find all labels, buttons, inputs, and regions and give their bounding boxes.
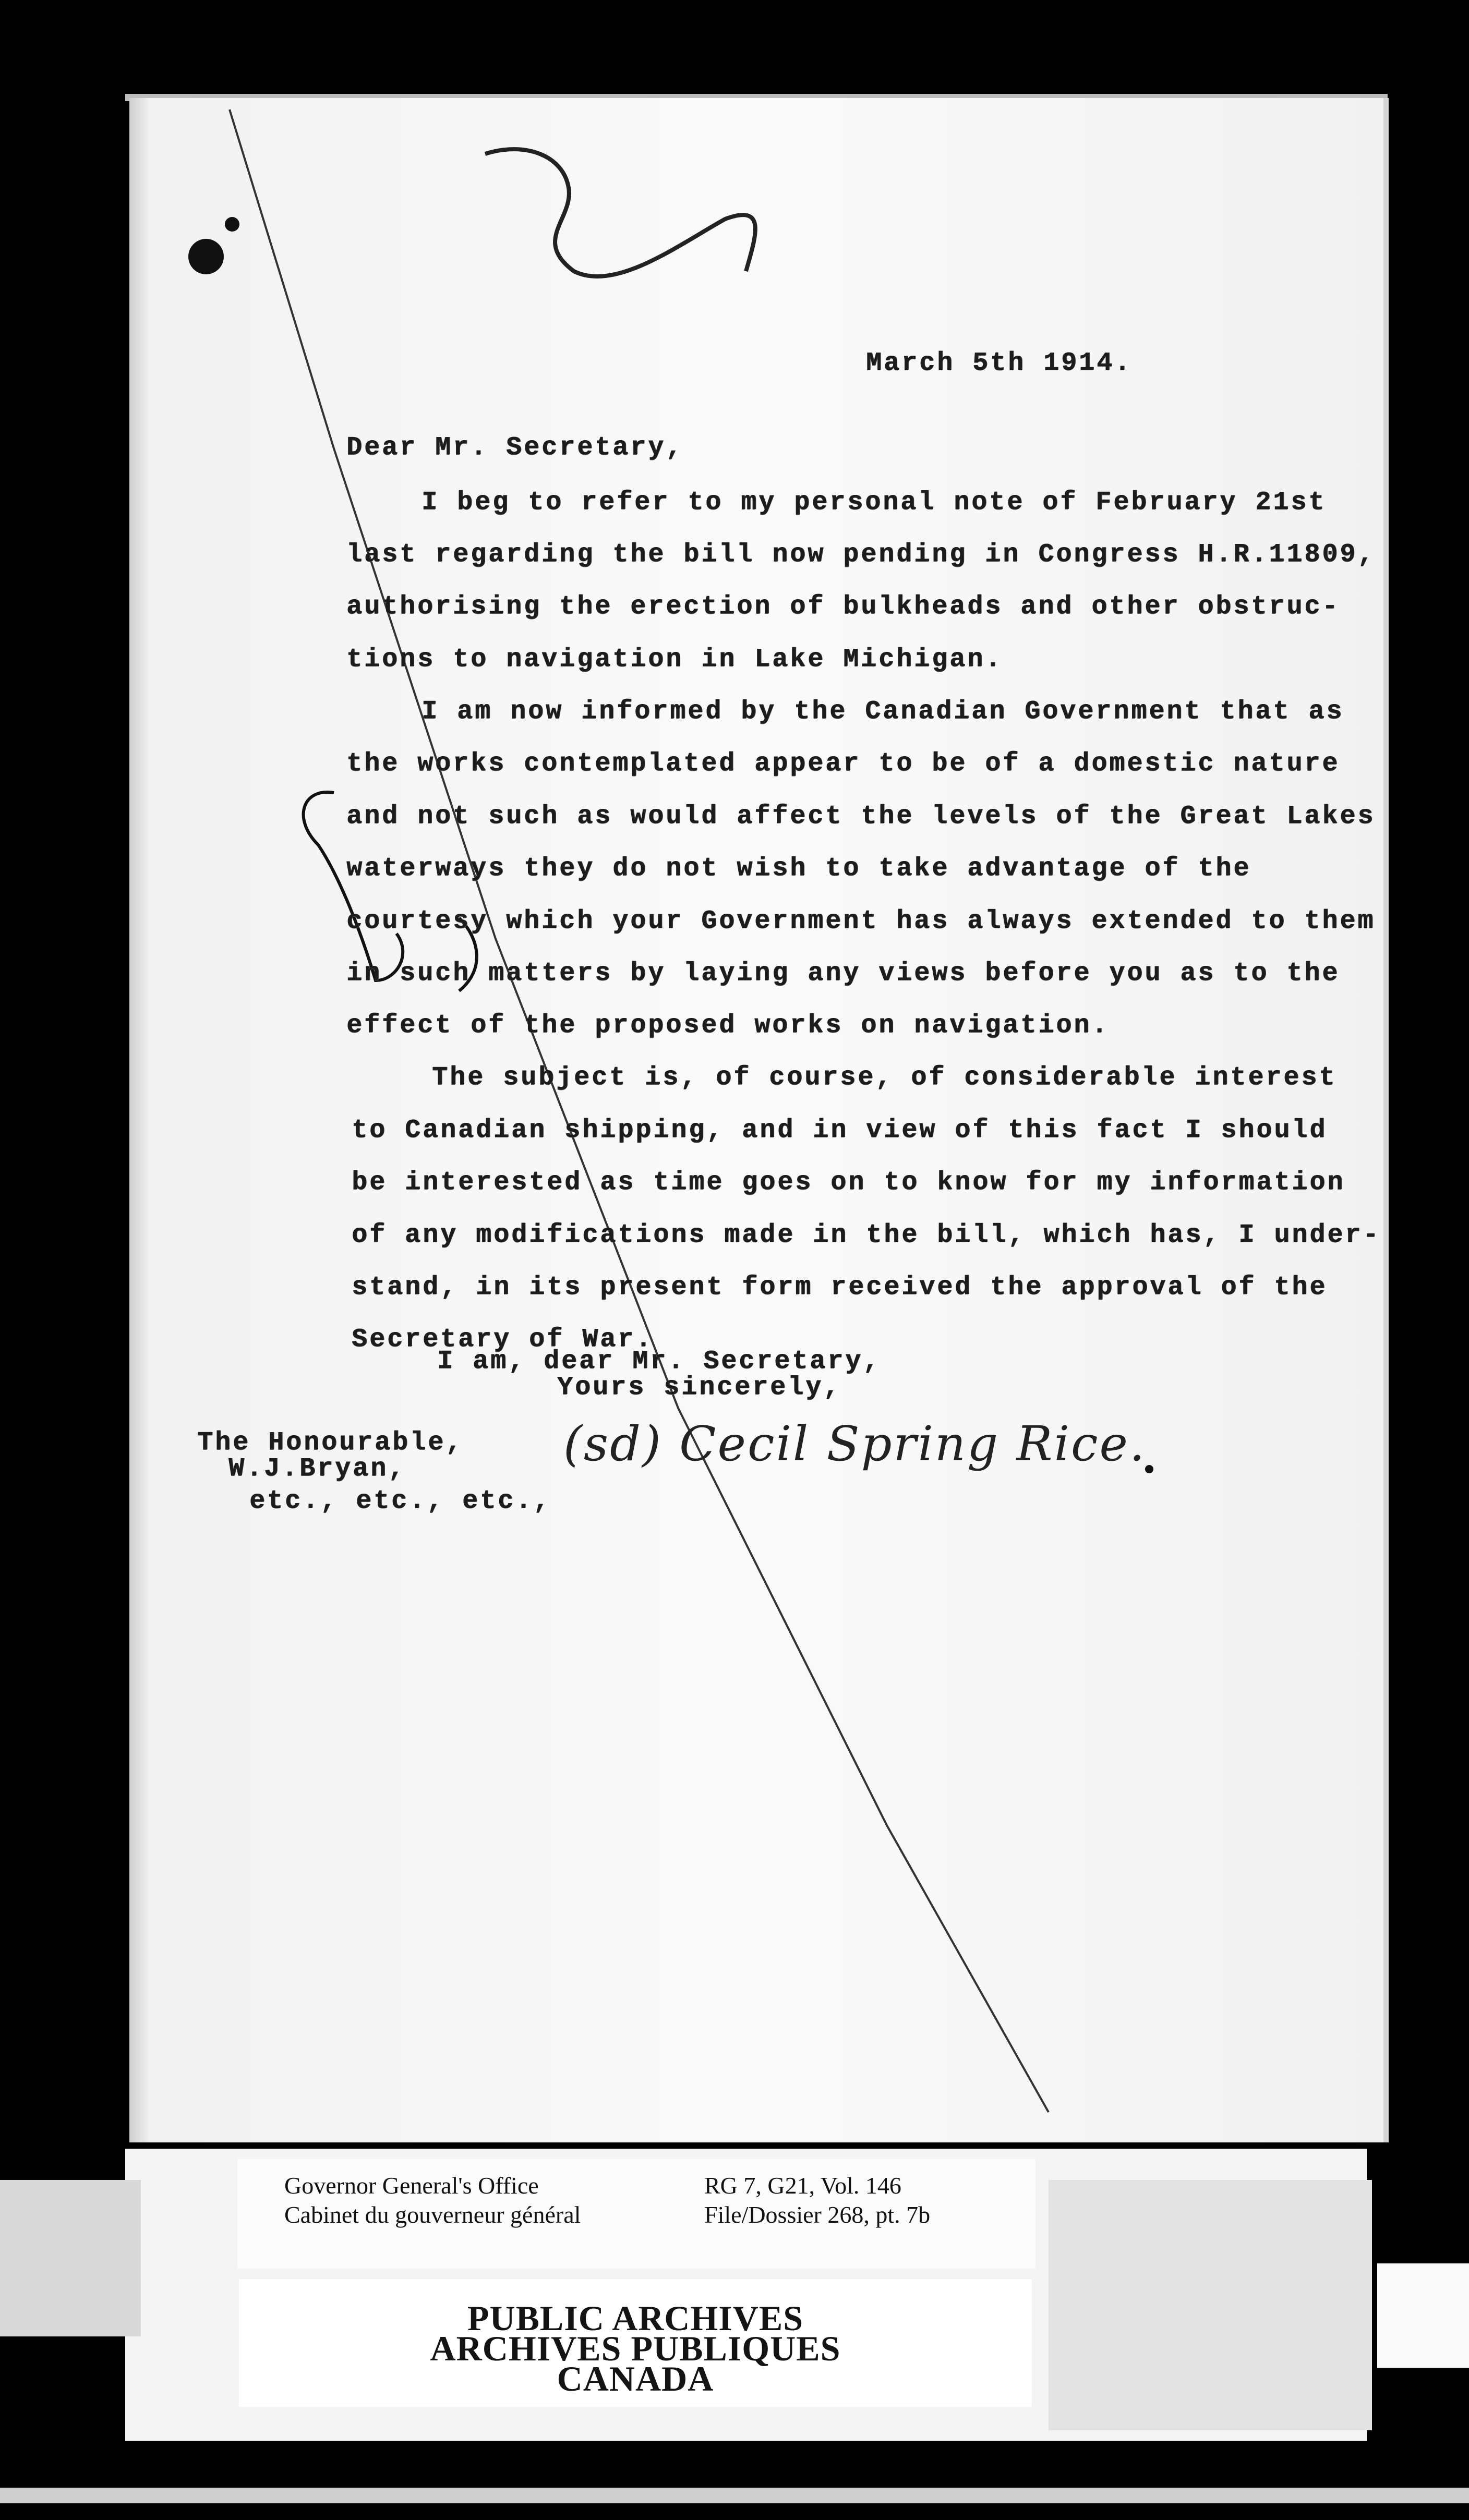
paragraph1-line: last regarding the bill now pending in Congress H.R.11809,: [346, 540, 1376, 570]
punch-hole-small: [225, 217, 239, 232]
closing-line: I am, dear Mr. Secretary,: [437, 1347, 881, 1376]
paragraph2-line: I am now informed by the Canadian Government that as: [422, 697, 1344, 726]
addressee-line: etc., etc., etc.,: [249, 1486, 551, 1516]
stamp-line-1: PUBLIC ARCHIVES: [467, 2298, 804, 2338]
paragraph1-line: I beg to refer to my personal note of February 21st: [422, 488, 1327, 517]
stray-dot: [1145, 1465, 1153, 1473]
paragraph2-line: courtesy which your Government has always extended to them: [346, 906, 1376, 936]
paragraph3-line: be interested as time goes on to know for my information: [352, 1168, 1345, 1197]
record-group-reference: RG 7, G21, Vol. 146: [704, 2172, 901, 2199]
diagonal-pencil-line: [230, 110, 1049, 2112]
paragraph2-line: in such matters by laying any views before you as to the: [346, 959, 1340, 988]
paragraph1-line: authorising the erection of bulkheads and other obstruc-: [346, 592, 1340, 622]
paragraph1-line: tions to navigation in Lake Michigan.: [346, 645, 1003, 674]
paragraph3-line: Secretary of War.: [352, 1325, 654, 1354]
paragraph2-line: waterways they do not wish to take advantage of the: [346, 854, 1251, 883]
paragraph3-line: stand, in its present form received the approval of the: [352, 1273, 1328, 1302]
archive-reference-card: [237, 2159, 1035, 2269]
stamp-line-3: CANADA: [557, 2359, 714, 2398]
punch-hole: [188, 239, 224, 274]
addressee-line: W.J.Bryan,: [228, 1454, 406, 1484]
office-english: Governor General's Office: [284, 2172, 539, 2199]
stamp-line-2: ARCHIVES PUBLIQUES: [430, 2329, 841, 2368]
office-french: Cabinet du gouverneur général: [284, 2201, 581, 2228]
paragraph3-line: of any modifications made in the bill, which has, I under-: [352, 1220, 1381, 1250]
string-scribble: [485, 149, 755, 276]
archives-stamp: [239, 2279, 1032, 2407]
file-reference: File/Dossier 268, pt. 7b: [704, 2201, 931, 2228]
paragraph3-line: to Canadian shipping, and in view of this fact I should: [352, 1116, 1328, 1145]
paragraph3-line: The subject is, of course, of considerable interest: [432, 1063, 1337, 1093]
handwritten-signature: (sd) Cecil Spring Rice.: [563, 1416, 1147, 1472]
paragraph2-line: effect of the proposed works on navigation.: [346, 1011, 1110, 1040]
letter-date: March 5th 1914.: [866, 348, 1133, 378]
addressee-line: The Honourable,: [197, 1428, 464, 1458]
salutation: Dear Mr. Secretary,: [346, 433, 684, 463]
paragraph2-line: and not such as would affect the levels of the Great Lakes: [346, 802, 1376, 831]
paragraph2-line: the works contemplated appear to be of a domestic nature: [346, 749, 1340, 779]
closing-line: Yours sincerely,: [557, 1373, 841, 1402]
